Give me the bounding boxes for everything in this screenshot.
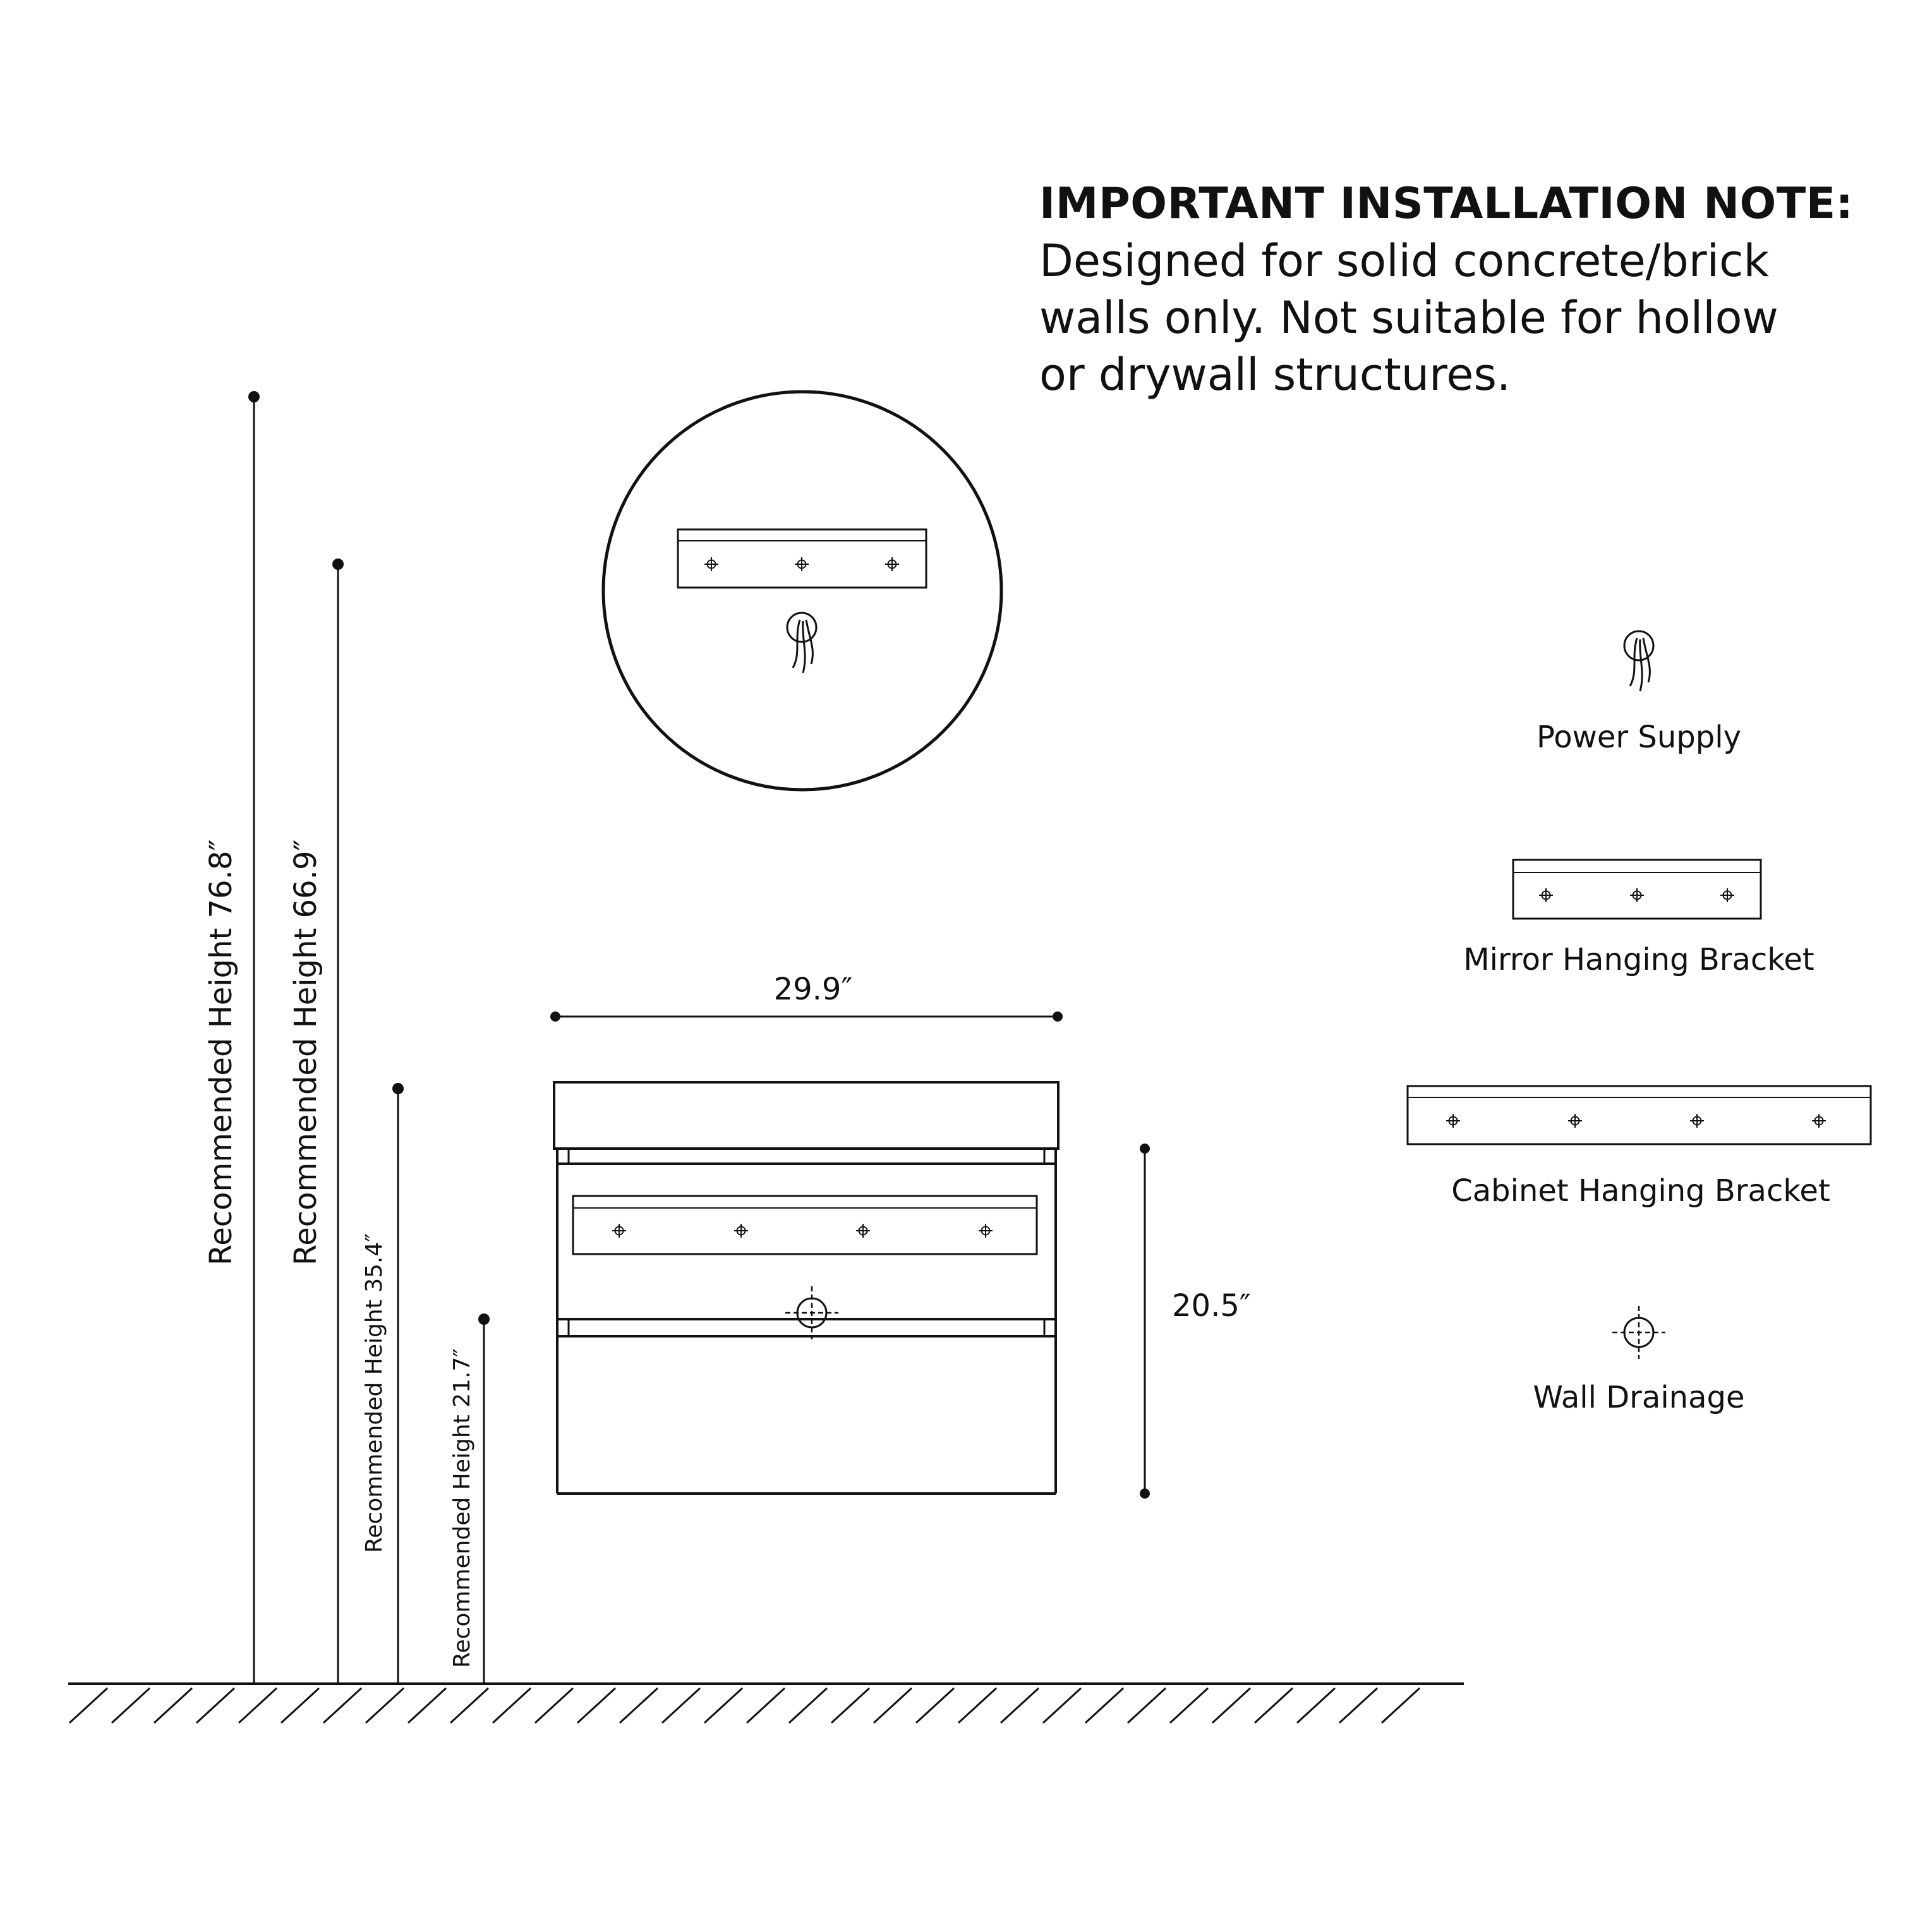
- floor-hatch-line: [704, 1688, 742, 1723]
- note-line-2: walls only. Not suitable for hollow: [1039, 292, 1778, 344]
- mirror-bracket-icon: [1513, 860, 1761, 919]
- cabinet-bracket-in-cabinet: [573, 1196, 1037, 1254]
- floor-hatch-line: [450, 1688, 488, 1723]
- height-label-35-4: Recommended Height 35.4″: [361, 1233, 387, 1553]
- floor-hatch-line: [493, 1688, 531, 1723]
- vanity-cabinet: [554, 1082, 1058, 1494]
- height-label-21-7: Recommended Height 21.7″: [449, 1348, 475, 1668]
- floor-line: [68, 1684, 1464, 1723]
- note-line-3: or drywall structures.: [1039, 349, 1511, 401]
- height-line-21-7: [478, 1313, 490, 1684]
- floor-hatch-line: [747, 1688, 785, 1723]
- floor-hatch-line: [662, 1688, 700, 1723]
- height-label: 20.5″: [1172, 1288, 1251, 1324]
- legend-mirror-bracket-label: Mirror Hanging Bracket: [1463, 942, 1814, 977]
- floor-hatch-line: [366, 1688, 404, 1723]
- width-dimension: [550, 1011, 1063, 1022]
- legend-cabinet-bracket-label: Cabinet Hanging Bracket: [1451, 1173, 1830, 1209]
- floor-hatch-line: [1212, 1688, 1250, 1723]
- floor-hatch-line: [69, 1688, 107, 1723]
- width-label: 29.9″: [773, 972, 853, 1007]
- power-supply-in-mirror: [787, 613, 816, 673]
- height-label-76-8: Recommended Height 76.8″: [203, 839, 239, 1265]
- floor-hatch-line: [535, 1688, 573, 1723]
- floor-hatch-line: [281, 1688, 319, 1723]
- round-mirror: [603, 392, 1001, 790]
- floor-hatch-line: [408, 1688, 446, 1723]
- floor-hatch-line: [154, 1688, 192, 1723]
- floor-hatch-line: [323, 1688, 361, 1723]
- note-title: IMPORTANT INSTALLATION NOTE:: [1039, 179, 1854, 229]
- floor-hatch-line: [1255, 1688, 1293, 1723]
- floor-hatch-line: [112, 1688, 150, 1723]
- floor-hatch-line: [620, 1688, 658, 1723]
- wall-drainage-icon: [1612, 1306, 1665, 1359]
- note-line-1: Designed for solid concrete/brick: [1039, 235, 1770, 287]
- height-line-76-8: [248, 391, 260, 1684]
- height-line-66-9: [332, 558, 344, 1684]
- floor-hatch-line: [916, 1688, 954, 1723]
- floor-hatch-line: [874, 1688, 912, 1723]
- wall-drainage-in-cabinet: [785, 1286, 838, 1339]
- height-dimension: [1140, 1144, 1150, 1499]
- height-line-35-4: [392, 1083, 404, 1684]
- mirror-bracket-in-mirror: [678, 529, 926, 588]
- floor-hatch-line: [1339, 1688, 1377, 1723]
- cabinet-bracket-icon: [1408, 1086, 1871, 1144]
- floor-hatch-line: [1382, 1688, 1420, 1723]
- power-supply-icon: [1624, 631, 1653, 691]
- floor-hatch-line: [1297, 1688, 1335, 1723]
- height-label-66-9: Recommended Height 66.9″: [288, 839, 323, 1265]
- floor-hatch-line: [831, 1688, 869, 1723]
- floor-hatch-line: [1001, 1688, 1039, 1723]
- floor-hatch-line: [577, 1688, 615, 1723]
- floor-hatch-line: [1085, 1688, 1123, 1723]
- floor-hatch-line: [789, 1688, 827, 1723]
- floor-hatch-line: [1128, 1688, 1166, 1723]
- floor-hatch-line: [1170, 1688, 1208, 1723]
- floor-hatch-line: [239, 1688, 277, 1723]
- legend-power-supply-label: Power Supply: [1537, 720, 1741, 755]
- floor-hatch-line: [1043, 1688, 1081, 1723]
- legend-wall-drainage-label: Wall Drainage: [1533, 1380, 1745, 1415]
- floor-hatch-line: [196, 1688, 234, 1723]
- floor-hatch-line: [958, 1688, 996, 1723]
